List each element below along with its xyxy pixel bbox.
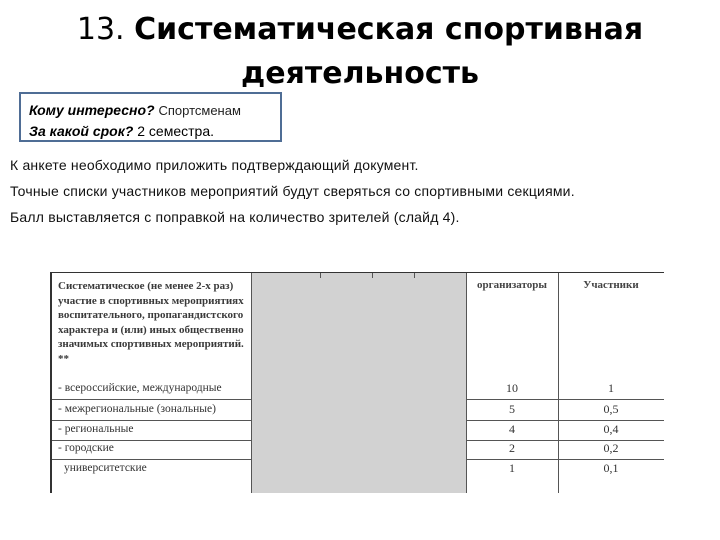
table-heading: Систематическое (не менее 2-х раз) участие в спортивных мероприятиях воспитательного, пропагандистского характера и (или) иных общественно значимых спортивных мероприятий. **	[58, 280, 244, 365]
cell-organizers: 1	[509, 461, 515, 475]
row-divider	[52, 399, 251, 400]
table-tick	[372, 273, 373, 278]
slide-title	[40, 8, 680, 96]
row-label-international: - всероссийские, международные	[58, 382, 222, 394]
answer-who: Спортсменам	[158, 103, 241, 118]
cell-participants: 0,1	[603, 461, 619, 475]
body-line-document: К анкете необходимо приложить подтверждающий документ.	[10, 157, 419, 173]
cell-participants: 1	[608, 381, 614, 395]
cell-organizers: 2	[509, 441, 515, 455]
column-divider	[251, 273, 252, 493]
title-text: Систематическая спортивная деятельность	[134, 12, 644, 91]
question-line-1	[29, 100, 272, 121]
title-number: 13.	[76, 12, 125, 47]
body-line-lists: Точные списки участников мероприятий будут сверяться со спортивными секциями.	[10, 183, 575, 199]
cell-organizers: 10	[506, 381, 518, 395]
cell-organizers: 4	[509, 422, 515, 436]
grey-column	[251, 273, 466, 493]
row-label-regional: - региональные	[58, 423, 134, 435]
question-who: Кому интересно?	[29, 102, 155, 118]
row-label-city: - городские	[58, 442, 114, 454]
body-text	[10, 152, 710, 230]
question-term: За какой срок?	[29, 123, 134, 139]
question-line-2	[29, 121, 272, 141]
question-box	[19, 92, 282, 142]
body-line-score: Балл выставляется с поправкой на количество зрителей (слайд 4).	[10, 209, 460, 225]
row-divider	[52, 459, 251, 460]
cell-participants: 0,4	[603, 422, 619, 436]
row-divider	[466, 399, 664, 400]
scoring-table	[50, 272, 664, 493]
column-divider	[558, 273, 559, 493]
column-header-participants: Участники	[583, 279, 639, 291]
cell-organizers: 5	[509, 402, 515, 416]
row-divider	[466, 459, 664, 460]
row-label-interregional: - межрегиональные (зональные)	[58, 403, 216, 415]
row-divider	[466, 420, 664, 421]
table-tick	[320, 273, 321, 278]
row-divider	[52, 420, 251, 421]
table-tick	[414, 273, 415, 278]
row-divider	[52, 440, 251, 441]
cell-participants: 0,2	[603, 441, 619, 455]
column-divider	[466, 273, 467, 493]
cell-participants: 0,5	[603, 402, 619, 416]
row-label-university: университетские	[64, 462, 147, 474]
answer-term: 2 семестра.	[137, 123, 214, 139]
column-header-organizers: организаторы	[477, 279, 547, 291]
